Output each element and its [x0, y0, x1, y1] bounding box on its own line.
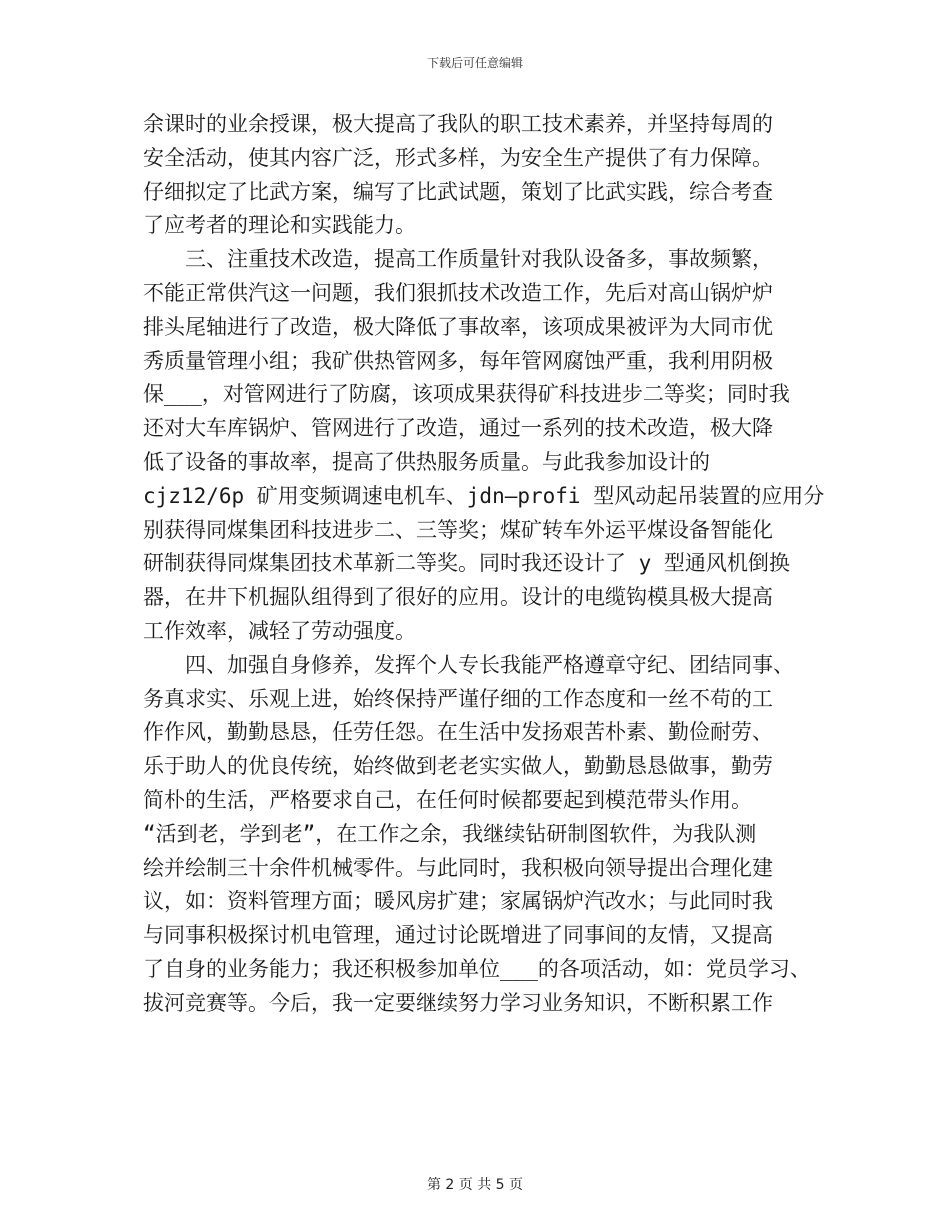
text-line: 了自身的业务能力；我还积极参加单位___的各项活动，如：党员学习、 [143, 956, 811, 981]
text-line: 务真求实、乐观上进，始终保持严谨仔细的工作态度和一丝不苟的工 [143, 686, 773, 711]
text-line: 拔河竞赛等。今后，我一定要继续努力学习业务知识，不断积累工作 [143, 990, 773, 1015]
text-line: 余课时的业余授课，极大提高了我队的职工技术素养，并坚持每周的 [143, 112, 773, 136]
text-line: 三、注重技术改造，提高工作质量针对我队设备多，事故频繁， [143, 247, 773, 272]
text-line: 排头尾轴进行了改造，极大降低了事故率，该项成果被评为大同市优 [143, 314, 773, 339]
text-line: 安全活动，使其内容广泛，形式多样，为安全生产提供了有力保障。 [143, 145, 773, 170]
text-line: 绘并绘制三十余件机械零件。与此同时，我积极向领导提出合理化建 [143, 855, 773, 880]
text-line: 低了设备的事故率，提高了供热服务质量。与此我参加设计的 [143, 449, 710, 474]
text-line: 议，如：资料管理方面；暖风房扩建；家属锅炉汽改水；与此同时我 [143, 889, 773, 914]
text-line: 四、加强自身修养，发挥个人专长我能严格遵章守纪、团结同事、 [143, 652, 794, 677]
text-line: 与同事积极探讨机电管理，通过讨论既增进了同事间的友情，又提高 [143, 923, 773, 948]
text-line: 工作效率，减轻了劳动强度。 [143, 618, 416, 643]
text-line: 作作风，勤勤恳恳，任劳任怨。在生活中发扬艰苦朴素、勤俭耐劳、 [143, 720, 773, 745]
text-line: 研制获得同煤集团技术革新二等奖。同时我还设计了 y 型通风机倒换 [143, 551, 790, 576]
text-line: cjz12/6p 矿用变频调速电机车、jdn—profi 型风动起吊装置的应用分 [143, 483, 825, 508]
page-number: 第 2 页 共 5 页 [426, 1177, 524, 1193]
text-line: 乐于助人的优良传统，始终做到老老实实做人，勤勤恳恳做事，勤劳 [143, 754, 773, 779]
text-line: 简朴的生活，严格要求自己，在任何时候都要起到模范带头作用。 [143, 787, 752, 812]
page-header: 下载后可任意编辑 [426, 56, 523, 70]
body-text [143, 108, 823, 1021]
text-line: “活到老，学到老”，在工作之余，我继续钻研制图软件，为我队测 [143, 821, 757, 846]
text-line: 别获得同煤集团科技进步二、三等奖；煤矿转车外运平煤设备智能化 [143, 517, 773, 542]
text-line: 仔细拟定了比武方案，编写了比武试题，策划了比武实践，综合考查 [143, 179, 773, 204]
text-line: 不能正常供汽这一问题，我们狠抓技术改造工作，先后对高山锅炉炉 [143, 280, 773, 305]
text-line: 秀质量管理小组；我矿供热管网多，每年管网腐蚀严重，我利用阴极 [143, 348, 773, 373]
text-line: 保___，对管网进行了防腐，该项成果获得矿科技进步二等奖；同时我 [143, 382, 790, 407]
text-line: 了应考者的理论和实践能力。 [143, 213, 416, 238]
text-line: 还对大车库锅炉、管网进行了改造，通过一系列的技术改造，极大降 [143, 416, 773, 441]
text-line: 器，在井下机掘队组得到了很好的应用。设计的电缆钩模具极大提高 [143, 585, 773, 610]
